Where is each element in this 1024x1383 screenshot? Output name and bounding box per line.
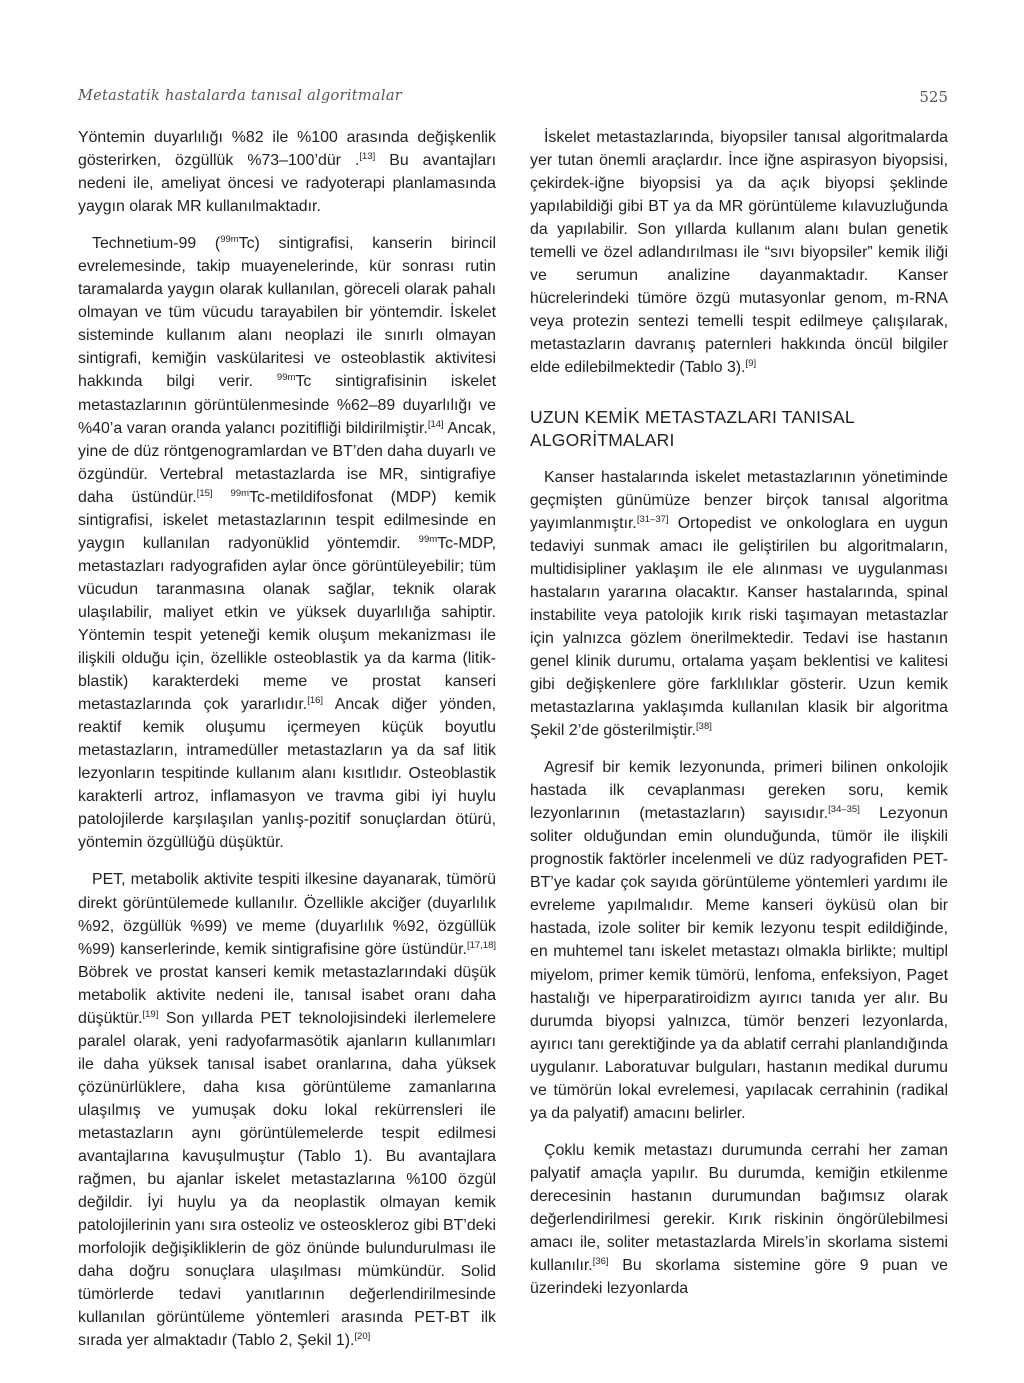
- citation-ref: [38]: [696, 721, 712, 733]
- citation-ref: [14]: [427, 418, 444, 430]
- isotope-superscript: 99m: [220, 234, 239, 246]
- citation-ref: [31–37]: [636, 513, 669, 525]
- isotope-superscript: 99m: [418, 533, 438, 545]
- citation-ref: [9]: [745, 358, 757, 370]
- section-heading: [530, 406, 948, 452]
- paragraph-mr: Yöntemin duyarlılığı %82 ile %100 arasında değişkenlik gösterirken, özgüllük %73–100’dür .[13] Bu avantajları nedeni ile, ameliyat öncesi ve radyoterapi planlamasında yaygın olarak MR kullanılmaktadır.: [78, 129, 496, 216]
- citation-ref: [19]: [142, 1008, 159, 1020]
- citation-ref: [13]: [359, 151, 376, 163]
- page-header: [78, 88, 948, 112]
- paragraph-pet: PET, metabolik aktivite tespiti ilkesine dayanarak, tümörü direkt görüntülemede kullanılır. Özellikle akciğer (duyarlılık %92, özgüllük %99) ve meme (duyarlılık %92, özgüllük %99) kanserlerinde, kemik sintigrafisine göre üstündür.[17,18] Böbrek ve prostat kanseri kemik metastazlarındaki düşük metabolik aktivite nedeni ile, tanısal isabet oranı daha düşüktür.[19] Son yıllarda PET teknolojisindeki ilerlemelere paralel olarak, yeni radyofarmasötik ajanların kullanımları ile daha yüksek tanısal isabet oranlarına, daha yüksek çözünürlüklere, daha kısa görüntüleme zamanlarına ulaşılmış ve yumuşak doku lokal rekürrensleri ile metastazların aynı görüntülemelerde tespit edilmesi avantajlarına kavuşulmuştur (Tablo 1). Bu avantajlara rağmen, bu ajanlar iskelet metastazlarına %100 özgül değildir. İyi huylu ya da neoplastik olmayan kemik patolojilerinin yanı sıra osteoliz ve osteoskleroz gibi BT’deki morfolojik değişikliklerin de göz önünde bulundurulması ile daha doğru sonuçlara ulaşılması mümkündür. Solid tümörlerde tedavi yanıtlarının değerlendirilmesinde kullanılan görüntüleme yöntemleri arasında PET-BT ilk sırada yer almaktadır (Tablo 2, Şekil 1).[20]: [78, 871, 496, 1350]
- section-heading-line-2: ALGORİTMALARI: [530, 429, 675, 450]
- citation-ref: [15]: [196, 487, 213, 499]
- right-column: [530, 126, 948, 1314]
- paragraph-algorithms: Kanser hastalarında iskelet metastazlarının yönetiminde geçmişten günümüze benzer birçok tanısal algoritma yayımlanmıştır.[31–37] Ortopedist ve onkologlara en uygun tedaviyi sunmak amacı ile geliştirilen bu algoritmaların, multidisipliner yaklaşım ile ele alınması ve uygulanması hastaların yararına olacaktır. Kanser hastalarında, spinal instabilite veya patolojik kırık riski taşımayan metastazlar için yalnızca gözlem önerilmektedir. Tedavi ise hastanın genel klinik durumu, ortalama yaşam beklentisi ve kalitesi gibi değişkenlere göre farklılıklar gösterir. Uzun kemik metastazlarına yaklaşımda kullanılan klasik bir algoritma Şekil 2’de gösterilmiştir.[38]: [530, 468, 948, 740]
- page-number: 525: [919, 88, 948, 106]
- citation-ref: [34–35]: [828, 804, 860, 816]
- paragraph-aggressive-lesion: Agresif bir kemik lezyonunda, primeri bilinen onkolojik hastada ilk cevaplanması gereken soru, kemik lezyonlarının (metastazların) sayısıdır.[34–35] Lezyonun soliter olduğundan emin olunduğunda, tümör ile ilişkili prognostik faktörler incelenmeli ve düz radyografiden PET-BT’ye kadar çok sayıda görüntüleme yöntemleri yardımı ile evreleme yapılmalıdır. Meme kanseri öyküsü olan bir hastada, izole soliter bir kemik lezyonu tespit edildiğinde, en muhtemel tanı iskelet metastazı olmakla birlikte; multipl miyelom, primer kemik tümörü, lenfoma, enfeksiyon, Paget hastalığı ve hiperparatiroidizm ayırıcı tanıda yer alır. Bu durumda biyopsi yalnızca, tümör benzeri lezyonlarda, ayırıcı tanı gerektiğinde ya da ablatif cerrahi planlandığında uygulanır. Laboratuvar bulguları, hastanın medikal durumu ve tümörün lokal evrelemesi, yapılacak cerrahinin (radikal ya da palyatif) amacını belirler.: [530, 759, 948, 1122]
- running-title: Metastatik hastalarda tanısal algoritmalar: [78, 88, 402, 104]
- paragraph-biopsy: İskelet metastazlarında, biyopsiler tanısal algoritmalarda yer tutan önemli araçlardır. İnce iğne aspirasyon biyopsisi, çekirdek-iğne biyopsisi ya da açık biyopsi şeklinde yapılabildiği gibi BT ya da MR görüntüleme kılavuzluğunda da yapılabilir. Son yıllarda kullanım alanı bulan genetik temelli ve özel adlandırılması ile “sıvı biyopsiler” kemik iliği ve serumun analizine dayanmaktadır. Kanser hücrelerindeki tümöre özgü mutasyonlar genom, m-RNA veya protezin sentezi temelli tespit edilmeye çalışılarak, metastazların davranış paternleri hakkında öncül bilgiler elde edilebilmektedir (Tablo 3).[9]: [530, 129, 948, 377]
- isotope-superscript: 99m: [230, 487, 250, 499]
- paragraph-multiple-metastasis: Çoklu kemik metastazı durumunda cerrahi her zaman palyatif amaçla yapılır. Bu durumda, kemiğin etkilenme derecesinin hastanın durumundan bağımsız olarak değerlendirilmesi gerekir. Kırık riskinin öngörülebilmesi amacı ile, soliter metastazlarda Mirels’in skorlama sistemi kullanılır.[36] Bu skorlama sistemine göre 9 puan ve üzerindeki lezyonlarda: [530, 1141, 948, 1298]
- citation-ref: [16]: [307, 695, 324, 707]
- citation-ref: [20]: [354, 1331, 371, 1343]
- isotope-superscript: 99m: [276, 372, 296, 384]
- left-column: [78, 126, 496, 1366]
- citation-ref: [17,18]: [466, 939, 496, 951]
- citation-ref: [36]: [592, 1256, 609, 1268]
- section-heading-line-1: UZUN KEMİK METASTAZLARI TANISAL: [530, 406, 855, 427]
- paragraph-technetium: Technetium-99 ($^{99m}$Tc) sintigrafisi, kanserin birincil evrelemesinde, takip muayenelerinde, kür sonrası rutin taramalarda yaygın olarak kullanılan, göreceli olarak pahalı olmayan ve tüm vücudu tarayabilen bir yöntemdir. İskelet sisteminde kullanım alanı neoplazi ile sınırlı olmayan sintigrafi, kemiğin vaskülaritesi ve osteoblastik aktivitesi hakkında bilgi verir. $^{99m}$Tc sintigrafisinin iskelet metastazlarının görüntülenmesinde %62–89 duyarlılığı ve %40’a varan oranda yalancı pozitifliği bildirilmiştir.[14] Ancak, yine de düz röntgenogramlardan ve BT’den daha duyarlı ve özgündür. Vertebral metastazlarda ise MR, sintigrafiye daha üstündür.[15] $^{99m}$Tc-metildifosfonat (MDP) kemik sintigrafisi, iskelet metastazlarının tespit edilmesinde en yaygın kullanılan radyonüklid yöntemdir. $^{99m}$Tc-MDP, metastazları radyografiden aylar önce görüntüleyebilir; tüm vücudun taranmasına olanak sağlar, teknik olarak ulaşılabilir, maliyet etkin ve yüksek duyarlılığa sahiptir. Yöntemin tespit yeteneği kemik oluşum mekanizması ile ilişkili olduğu için, özellikle osteoblastik ya da karma (litik-blastik) karakterdeki meme ve prostat kanseri metastazlarında çok yararlıdır.[16] Ancak diğer yönden, reaktif kemik oluşumu içermeyen küçük boyutlu metastazların, intramedüller metastazların ya da saf litik lezyonların tespitinde kullanım alanı kısıtlıdır. Osteoblastik karakterli artroz, inflamasyon ve travma gibi iyi huylu patolojilerde karşılaşılan yanlış-pozitif sonuçlardan ötürü, yöntemin özgüllüğü düşüktür.: [78, 234, 496, 852]
